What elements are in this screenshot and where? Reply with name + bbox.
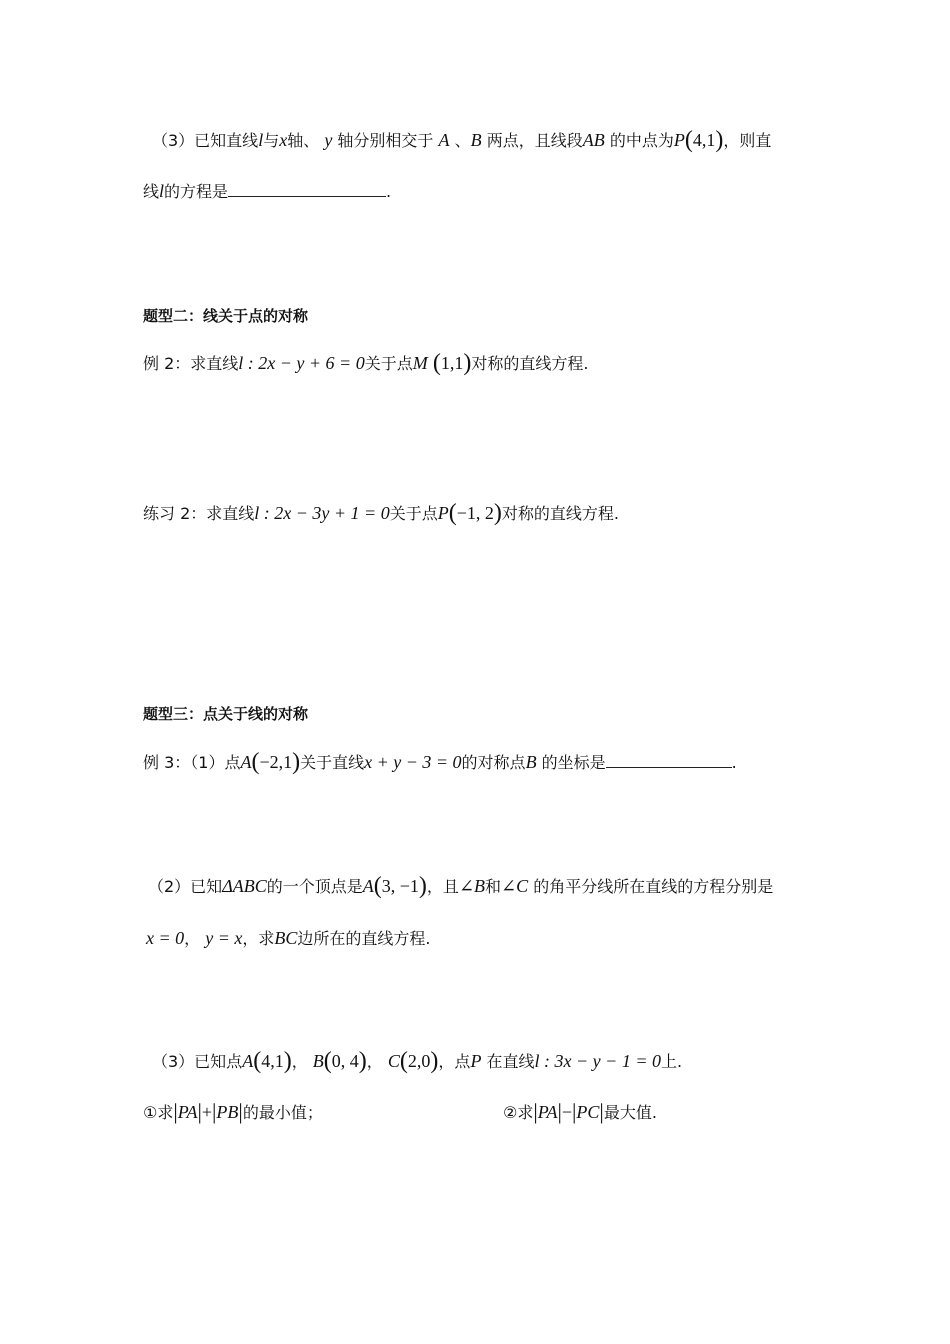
example-3-part-1: 例 3：（1）点A(−2,1)关于直线x + y − 3 = 0的对称点B 的坐标是 . xyxy=(143,749,737,775)
question-3-line-2: 线l的方程是 . xyxy=(143,181,392,201)
sub-question-2: ②求|PA|−|PC|最大值. xyxy=(503,1099,657,1124)
answer-blank-2[interactable] xyxy=(606,753,732,768)
example-3-part-2-line-2: x = 0， y = x，求BC边所在的直线方程. xyxy=(146,928,431,948)
example-3-part-2-line-1: （2）已知ΔABC的一个顶点是A(3, −1)，且∠B和∠C 的角平分线所在直线的方程分别是 xyxy=(148,873,774,899)
example-2: 例 2：求直线l : 2x − y + 6 = 0关于点M (1,1)对称的直线方程. xyxy=(143,350,589,376)
example-3-part-3: （3）已知点A(4,1)， B(0, 4)， C(2,0)，点P 在直线l : 3x − y − 1 = 0上. xyxy=(152,1048,683,1074)
question-3-line-1: （3）已知直线l与x轴、 y 轴分别相交于 A 、B 两点，且线段AB 的中点为P(4,1)，则直 xyxy=(152,127,772,153)
section-3-heading: 题型三：点关于线的对称 xyxy=(143,705,309,723)
sub-question-1: ①求|PA|+|PB|的最小值； xyxy=(143,1099,323,1124)
answer-blank[interactable] xyxy=(228,182,386,197)
practice-2: 练习 2：求直线l : 2x − 3y + 1 = 0关于点P(−1, 2)对称的直线方程. xyxy=(143,500,619,526)
section-2-heading: 题型二：线关于点的对称 xyxy=(143,307,309,325)
